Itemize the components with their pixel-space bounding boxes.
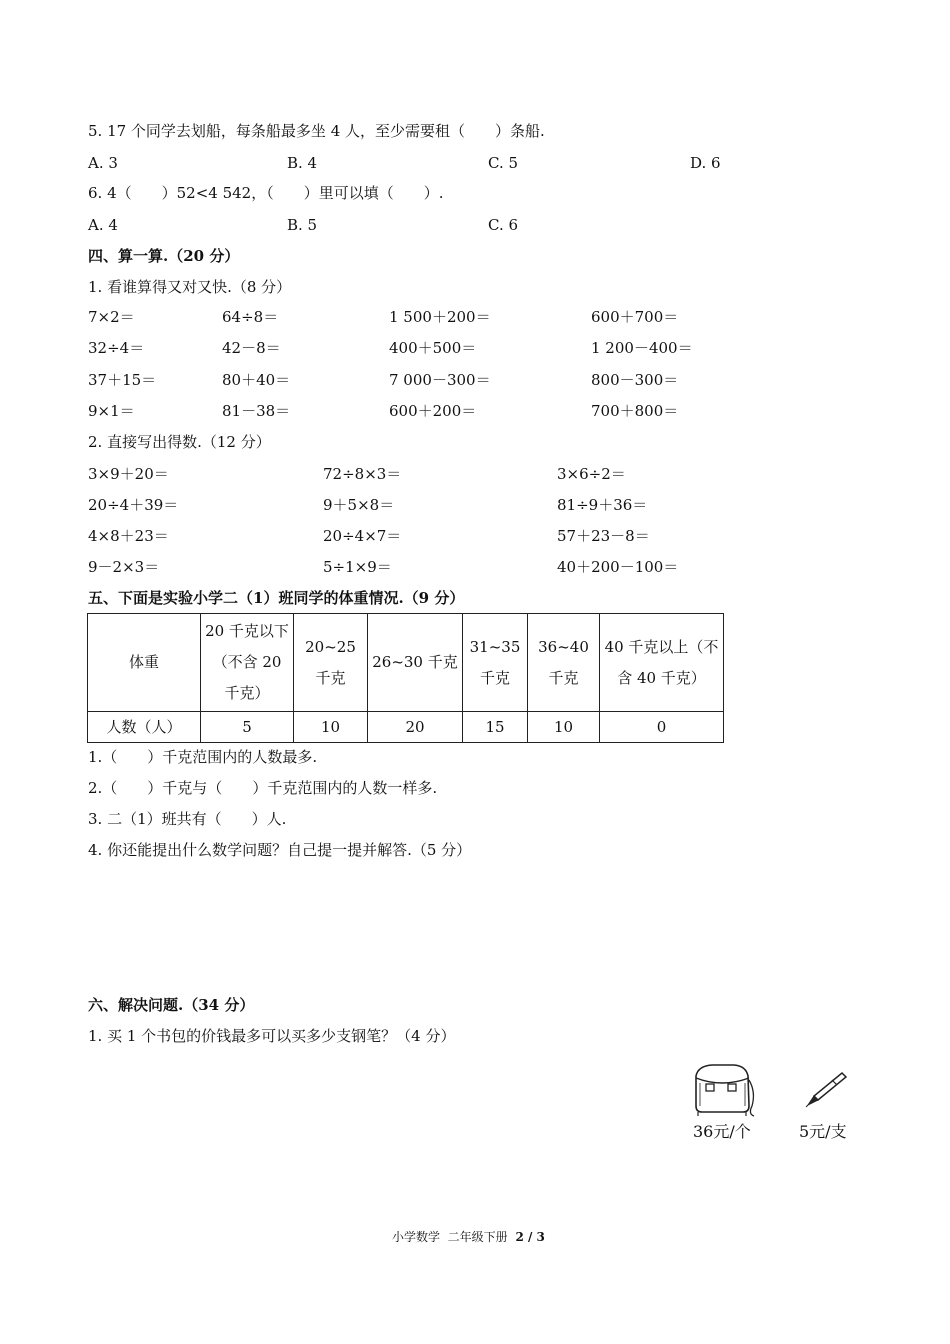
calc-item: 3×9＋20＝ bbox=[88, 465, 169, 483]
table-cell: 0 bbox=[600, 712, 724, 743]
section-4-part-1-title: 1. 看谁算得又对又快.（8 分） bbox=[88, 278, 292, 296]
calc-item: 5÷1×9＝ bbox=[323, 558, 392, 576]
table-header-cell: 26~30 千克 bbox=[368, 614, 463, 712]
calc-item: 3×6÷2＝ bbox=[557, 465, 626, 483]
calc-item: 80＋40＝ bbox=[222, 371, 291, 389]
calc-item: 9＋5×8＝ bbox=[323, 496, 395, 514]
calc-item: 20÷4＋39＝ bbox=[88, 496, 179, 514]
weight-table bbox=[87, 613, 724, 743]
table-row bbox=[88, 712, 724, 743]
footer-text: 小学数学 二年级下册 bbox=[392, 1230, 508, 1244]
calc-item: 72÷8×3＝ bbox=[323, 465, 402, 483]
calc-item: 42－8＝ bbox=[222, 339, 281, 357]
calc-item: 40＋200－100＝ bbox=[557, 558, 679, 576]
q5-option-a: A. 3 bbox=[88, 154, 118, 172]
calc-item: 600＋700＝ bbox=[591, 308, 679, 326]
q5-option-d: D. 6 bbox=[690, 154, 721, 172]
calc-item: 800－300＝ bbox=[591, 371, 679, 389]
table-cell: 15 bbox=[463, 712, 528, 743]
section-5-title: 五、下面是实验小学二（1）班同学的体重情况.（9 分） bbox=[88, 589, 465, 607]
q6-option-a: A. 4 bbox=[88, 216, 118, 234]
section-6-title: 六、解决问题.（34 分） bbox=[88, 996, 255, 1014]
q6-option-c: C. 6 bbox=[488, 216, 519, 234]
table-header-cell: 20~25 千克 bbox=[294, 614, 368, 712]
calc-item: 32÷4＝ bbox=[88, 339, 145, 357]
table-cell: 20 bbox=[368, 712, 463, 743]
q6-stem: 6. 4（ ）52<4 542，（ ）里可以填（ ）. bbox=[88, 184, 444, 202]
table-header-cell: 31~35 千克 bbox=[463, 614, 528, 712]
section-5-question-4: 4. 你还能提出什么数学问题？自己提一提并解答.（5 分） bbox=[88, 841, 472, 859]
table-row-label: 人数（人） bbox=[88, 712, 201, 743]
pen-price: 5元/支 bbox=[799, 1122, 847, 1141]
pen-icon bbox=[802, 1070, 848, 1110]
table-header-cell: 36~40 千克 bbox=[528, 614, 600, 712]
q5-stem: 5. 17 个同学去划船，每条船最多坐 4 人，至少需要租（ ）条船. bbox=[88, 122, 545, 140]
table-cell: 5 bbox=[201, 712, 294, 743]
q5-option-c: C. 5 bbox=[488, 154, 519, 172]
q6-option-b: B. 5 bbox=[287, 216, 318, 234]
table-header-row bbox=[88, 614, 724, 712]
page-footer bbox=[392, 1227, 545, 1247]
table-header-cell: 体重 bbox=[88, 614, 201, 712]
section-5-question-3: 3. 二（1）班共有（ ）人. bbox=[88, 810, 287, 828]
q5-option-b: B. 4 bbox=[287, 154, 318, 172]
section-5-question-1: 1.（ ）千克范围内的人数最多. bbox=[88, 748, 318, 766]
calc-item: 1 200－400＝ bbox=[591, 339, 693, 357]
calc-item: 81－38＝ bbox=[222, 402, 291, 420]
calc-item: 700＋800＝ bbox=[591, 402, 679, 420]
calc-item: 9－2×3＝ bbox=[88, 558, 160, 576]
calc-item: 400＋500＝ bbox=[389, 339, 477, 357]
calc-item: 600＋200＝ bbox=[389, 402, 477, 420]
page-number: 2 / 3 bbox=[515, 1230, 545, 1244]
calc-item: 7 000－300＝ bbox=[389, 371, 491, 389]
section-6-question-1: 1. 买 1 个书包的价钱最多可以买多少支钢笔？（4 分） bbox=[88, 1027, 456, 1045]
table-cell: 10 bbox=[528, 712, 600, 743]
schoolbag-price: 36元/个 bbox=[693, 1122, 751, 1141]
calc-item: 1 500＋200＝ bbox=[389, 308, 491, 326]
calc-item: 20÷4×7＝ bbox=[323, 527, 402, 545]
calc-item: 7×2＝ bbox=[88, 308, 135, 326]
table-cell: 10 bbox=[294, 712, 368, 743]
schoolbag-icon bbox=[688, 1062, 758, 1118]
calc-item: 4×8＋23＝ bbox=[88, 527, 169, 545]
calc-item: 64÷8＝ bbox=[222, 308, 279, 326]
table-header-cell: 40 千克以上（不含 40 千克） bbox=[600, 614, 724, 712]
calc-item: 37＋15＝ bbox=[88, 371, 157, 389]
section-4-part-2-title: 2. 直接写出得数.（12 分） bbox=[88, 433, 271, 451]
calc-item: 57＋23－8＝ bbox=[557, 527, 650, 545]
section-5-question-2: 2.（ ）千克与（ ）千克范围内的人数一样多. bbox=[88, 779, 438, 797]
table-header-cell: 20 千克以下（不含 20 千克） bbox=[201, 614, 294, 712]
calc-item: 9×1＝ bbox=[88, 402, 135, 420]
calc-item: 81÷9＋36＝ bbox=[557, 496, 648, 514]
section-4-title: 四、算一算.（20 分） bbox=[88, 247, 240, 265]
